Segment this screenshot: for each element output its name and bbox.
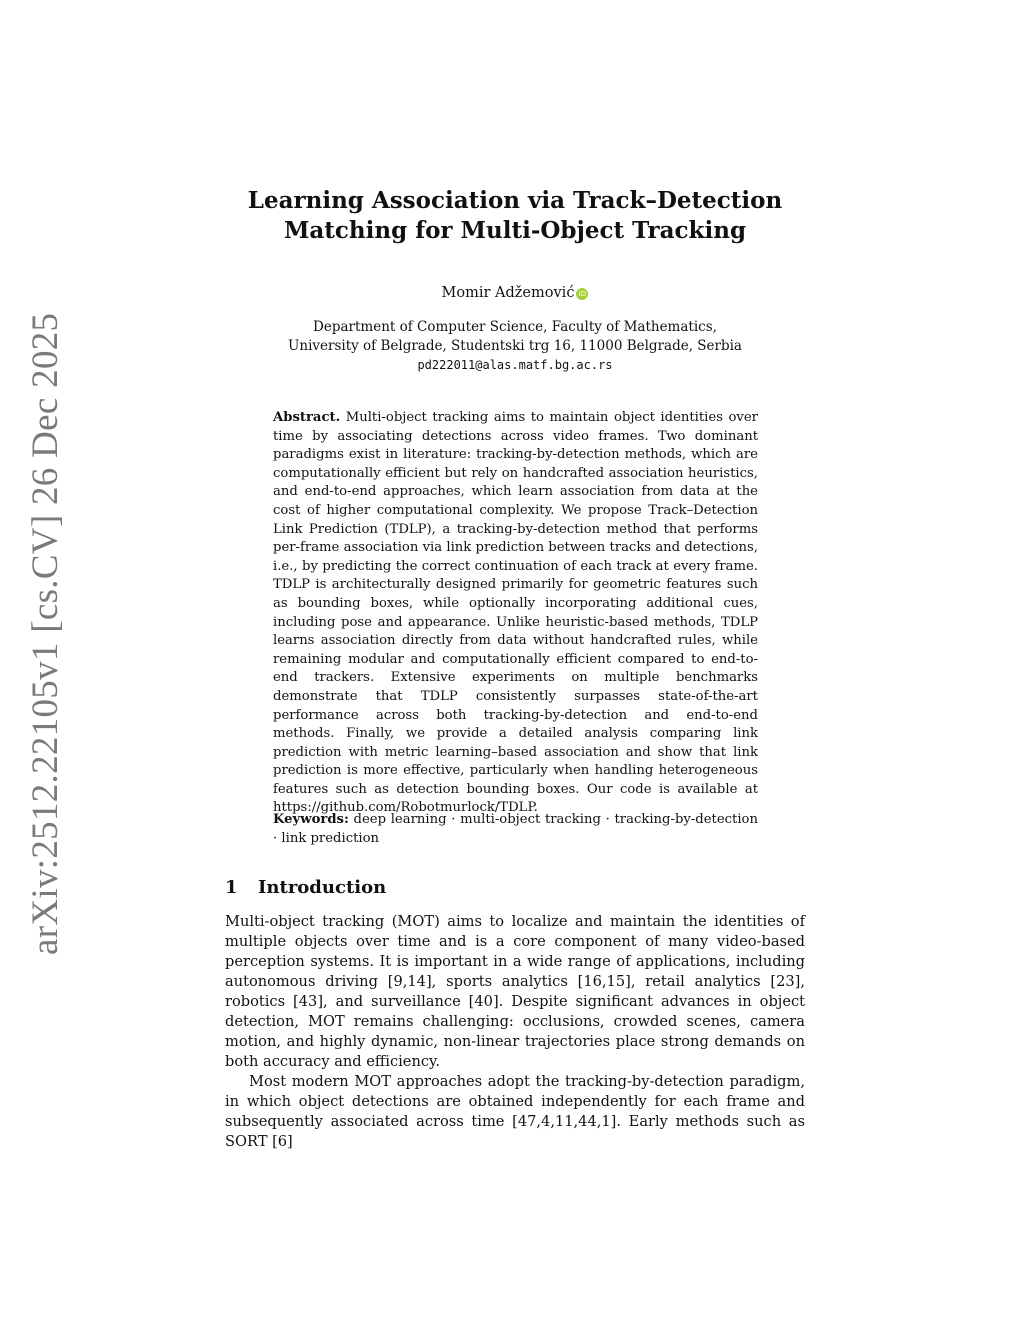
author-email[interactable]: pd222011@alas.matf.bg.ac.rs [417,358,613,372]
title-line-1: Learning Association via Track–Detection [247,187,783,214]
author-line [280,283,750,303]
keywords-label: Keywords: [273,812,349,827]
keywords [273,811,758,848]
keywords-text: deep learning · multi-object tracking · tracking-by-detection · link prediction [273,812,758,846]
section-title: Introduction [258,877,387,898]
intro-paragraph-1: Multi-object tracking (MOT) aims to localize and maintain the identities of multiple objects over time and is a core component of many video-based perception systems. It is important in a wide range of applications, including autonomous driving [9,14], sports analytics [16,15], retail analytics [23], robotics [43], and surveillance [40]. Despite significant advances in object detection, MOT remains challenging: occlusions, crowded scenes, camera motion, and highly dynamic, non-linear trajectories place strong demands on both accuracy and efficiency. [225,913,805,1070]
author-name: Momir Adžemović [441,285,575,301]
section-heading-introduction [225,875,386,901]
abstract-label: Abstract. [273,410,341,425]
affiliation-line-1: Department of Computer Science, Faculty of Mathematics, [313,319,717,335]
section-number: 1 [225,877,238,898]
paper-title [180,186,850,246]
orcid-icon[interactable]: iD [576,288,588,300]
abstract-text: Multi-object tracking aims to maintain object identities over time by associating detections across video frames. Two dominant paradigms exist in literature: tracking-by-detection methods, which are computationally efficient but rely on handcrafted association heuristics, and end-to-end approaches, which learn association from data at the cost of higher computational complexity. We propose Track–Detection Link Prediction (TDLP), a tracking-by-detection method that performs per-frame association via link prediction between tracks and detections, i.e., by predicting the correct continuation of each track at every frame. TDLP is architecturally designed primarily for geometric features such as bounding boxes, while optionally incorporating additional cues, including pose and appearance. Unlike heuristic-based methods, TDLP learns association directly from data without handcrafted rules, while remaining modular and computationally efficient compared to end-to-end trackers. Extensive experiments on multiple benchmarks demonstrate that TDLP consistently surpasses state-of-the-art performance across both tracking-by-detection and end-to-end methods. Finally, we provide a detailed analysis comparing link prediction with metric learning–based association and show that link prediction is more effective, particularly when handling heterogeneous features such as detection bounding boxes. Our code is available at https://github.com/Robotmurlock/TDLP. [273,410,758,816]
abstract [273,409,758,818]
affiliation-line-2: University of Belgrade, Studentski trg 16, 11000 Belgrade, Serbia [288,338,742,354]
intro-paragraph-2: Most modern MOT approaches adopt the tracking-by-detection paradigm, in which object detections are obtained independently for each frame and subsequently associated across time [47,4,11,44,1]. Early methods such as SORT [6] [225,1073,805,1150]
affiliation-block [230,318,800,375]
arxiv-identifier-stamp: arXiv:2512.22105v1 [cs.CV] 26 Dec 2025 [25,312,66,955]
introduction-body [225,912,805,1152]
title-line-2: Matching for Multi-Object Tracking [283,217,747,244]
